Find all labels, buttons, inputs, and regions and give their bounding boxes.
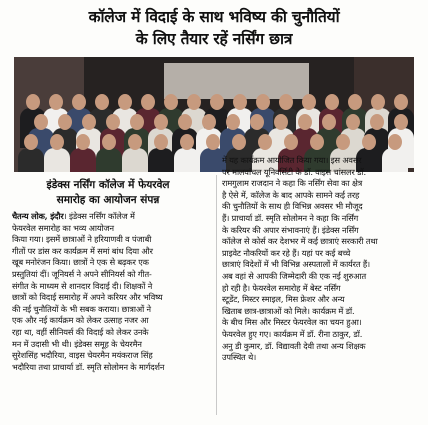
person-head xyxy=(76,134,90,150)
right-column-line: अनु डी कुमार, डॉ. विद्यावती देवी तथा अन्य शिक्षक xyxy=(222,340,366,351)
person-head xyxy=(232,134,246,150)
person-head xyxy=(178,114,192,130)
person-head xyxy=(202,114,216,130)
person-head xyxy=(274,114,288,130)
person-head xyxy=(164,94,178,110)
person-head xyxy=(394,94,408,110)
left-column-line: फेयरवेल समारोह का भव्य आयोजन xyxy=(12,222,114,233)
person-head xyxy=(95,94,109,110)
person-head xyxy=(371,94,385,110)
column-divider xyxy=(216,175,217,415)
right-column-line: के बीच मिस और मिस्टर फेयरवेल का चयन हुआ। xyxy=(222,317,362,328)
person-body xyxy=(148,148,174,172)
person-head xyxy=(322,114,336,130)
person-head xyxy=(310,134,324,150)
person-head xyxy=(325,94,339,110)
headline xyxy=(0,6,428,50)
person-head xyxy=(298,114,312,130)
headline-line-1: कॉलेज में विदाई के साथ भविष्य की चुनौतियों xyxy=(88,8,340,26)
right-column-line: में यह कार्यक्रम आयोजित किया गया। इस अवसर xyxy=(222,155,362,165)
right-column-line: उपस्थित थे। xyxy=(222,352,257,363)
person-head xyxy=(233,94,247,110)
person-head xyxy=(72,94,86,110)
left-column xyxy=(12,211,212,373)
person-head xyxy=(370,114,384,130)
person-head xyxy=(362,134,376,150)
person-head xyxy=(118,94,132,110)
person-head xyxy=(49,94,63,110)
person-head xyxy=(250,114,264,130)
subheadline-line-2: समारोह का आयोजन संपन्न xyxy=(56,194,160,206)
dateline: चैतन्य लोक, इंदौर xyxy=(12,211,64,221)
person-head xyxy=(50,134,64,150)
person-head xyxy=(141,94,155,110)
left-column-line: खूब मनोरंजन किया। छात्रों ने एक से बढ़कर एक xyxy=(12,257,149,268)
person-head xyxy=(106,114,120,130)
left-column-line: मन में उदासी भी थी। इंडेक्स समूह के चेयरमैन xyxy=(12,338,142,349)
person-head xyxy=(102,134,116,150)
person-head xyxy=(284,134,298,150)
right-column-line: हैं। प्राचार्या डॉ. स्मृति सोलोमन ने कहा कि नर्सिंग xyxy=(222,212,359,223)
person-head xyxy=(258,134,272,150)
right-column-line: की चुनौतियों के साथ ही विभिन्न अवसर भी मौजूद xyxy=(222,201,363,212)
person-head xyxy=(256,94,270,110)
person-head xyxy=(206,134,220,150)
right-column-line: कॉलेज से कोर्स कर देशभर में कई छात्राएं सरकारी तथा xyxy=(222,236,378,247)
right-column-line: पर मालवांचल यूनिवर्सिटी के डॉ. वाइस चांसलर डॉ. xyxy=(222,166,366,177)
left-column-line: सुरेशसिंह भदौरिया, वाइस चेयरमैन मयंकराज सिंह xyxy=(12,350,153,361)
person-head xyxy=(279,94,293,110)
right-column-line: है ऐसे में, कॉलेज के बाद आपके सामने कई तरह xyxy=(222,189,360,200)
person-body xyxy=(18,148,44,172)
left-column-line: भदौरिया तथा प्राचार्या डॉ. स्मृति सोलोमन के मार्गदर्शन xyxy=(12,361,165,372)
left-column-line: किया गया। इसमें छात्राओं ने हरियाणवी व पंजाबी xyxy=(12,234,152,245)
headline-line-2: के लिए तैयार रहें नर्सिंग छात्र xyxy=(135,30,293,48)
person-body xyxy=(174,148,200,172)
right-column-line: रामगुलाम राजदान ने कहा कि नर्सिंग सेवा का क्षेत्र xyxy=(222,178,363,189)
person-head xyxy=(226,114,240,130)
person-head xyxy=(154,114,168,130)
person-head xyxy=(180,134,194,150)
left-column-line: गीतों पर डांस कर कार्यक्रम में समां बांध दिया और xyxy=(12,245,153,256)
person-head xyxy=(26,94,40,110)
person-head xyxy=(348,94,362,110)
right-column-line: प्राइवेट नौकरियों कर रहे हैं। यहां पर कई बच्चे xyxy=(222,247,351,258)
right-column-line: छात्राएं विदेशों में भी विभिन्न अस्पतालों में कार्यरत हैं। xyxy=(222,259,370,270)
right-column-line: के करियर की अपार संभावनाएं हैं। इंडेक्स नर्सिंग xyxy=(222,224,359,235)
person-head xyxy=(24,134,38,150)
person-body xyxy=(70,148,96,172)
left-column-line: संगीत के माध्यम से शानदार विदाई दी। शिक्षकों ने xyxy=(12,280,153,291)
person-body xyxy=(44,148,70,172)
person-head xyxy=(82,114,96,130)
left-column-line: प्रस्तुतियां दीं। जूनियर्स ने अपने सीनियर्स को गीत- xyxy=(12,268,152,279)
person-head xyxy=(154,134,168,150)
person-head xyxy=(130,114,144,130)
person-head xyxy=(128,134,142,150)
person-body xyxy=(96,148,122,172)
person-head xyxy=(394,114,408,130)
right-column-line: अब वहां से आपकी जिम्मेदारी की एक नई शुरुआत xyxy=(222,270,366,281)
left-column-line: एक और नई कार्यक्रम को लेकर उत्साह नजर आ xyxy=(12,315,149,326)
person-head xyxy=(346,114,360,130)
left-column-line: रहा था, वहीं सीनियर्स की विदाई को लेकर उनके xyxy=(12,326,149,337)
subheadline xyxy=(10,178,206,208)
person-head xyxy=(210,94,224,110)
right-column-line: फेयरवेल हुए गए। कार्यक्रम में डॉ. रीना ठाकुर, डॉ. xyxy=(222,328,363,339)
right-column-line: हो रही है। फेयरवेल समारोह में बेस्ट नर्सिंग xyxy=(222,282,341,293)
person-head xyxy=(302,94,316,110)
person-head xyxy=(34,114,48,130)
person-head xyxy=(58,114,72,130)
right-column-line: खिताब छात्र-छात्राओं को मिले। कार्यक्रम में डॉ. xyxy=(222,305,355,316)
right-column-line: स्टूडेंट, मिस्टर स्माइल, मिस फ्रेशर और अन्य xyxy=(222,294,345,305)
left-column-line-first xyxy=(12,211,212,223)
left-column-line: । इंडेक्स नर्सिंग कॉलेज में xyxy=(63,211,135,221)
right-column xyxy=(222,155,418,364)
left-column-line: की नई चुनौतियों के भी सबक कराया। छात्राओं ने xyxy=(12,303,151,314)
person-body xyxy=(122,148,148,172)
person-head xyxy=(388,134,402,150)
person-head xyxy=(336,134,350,150)
subheadline-line-1: इंडेक्स नर्सिंग कॉलेज में फेयरवेल xyxy=(46,179,170,191)
person-head xyxy=(187,94,201,110)
left-column-line: छात्रों को विदाई समारोह में अपने करियर और भविष्य xyxy=(12,292,163,303)
